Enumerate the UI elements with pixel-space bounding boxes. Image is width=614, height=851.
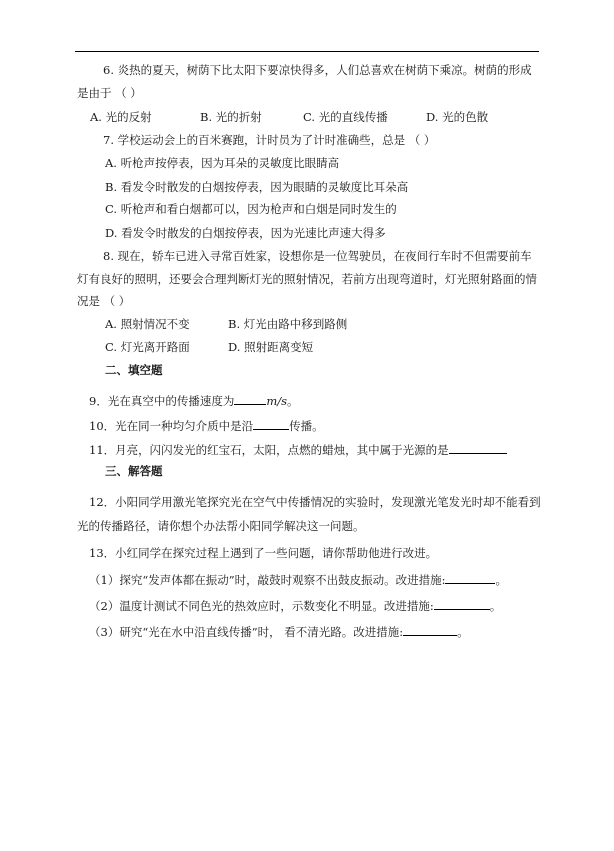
q10-end: 传播。 xyxy=(289,419,324,433)
q13-item-2 xyxy=(89,597,501,614)
q8-stem-line1: 8. 现在，轿车已进入寻常百姓家，设想你是一位驾驶员，在夜间行车时不但需要前车 xyxy=(103,249,532,263)
q13-item-1 xyxy=(89,571,507,588)
q8-stem-line3: 况是 （ ） xyxy=(77,294,131,308)
q13-item-1-text: （1）探究“发声体都在振动”时，敲鼓时观察不出鼓皮振动。改进措施: xyxy=(89,573,446,587)
q10-text: 10．光在同一种均匀介质中是沿 xyxy=(89,419,254,433)
q6-option-c: C. 光的直线传播 xyxy=(303,110,388,124)
q12-line2: 光的传播路径，请你想个办法帮小阳同学解决这一问题。 xyxy=(77,519,365,533)
q8-option-b: B. 灯光由路中移到路侧 xyxy=(228,317,348,331)
header-rule xyxy=(75,51,539,52)
q6-option-d: D. 光的色散 xyxy=(426,110,489,124)
q13-item-2-text: （2）温度计测试不同色光的热效应时，示数变化不明显。改进措施: xyxy=(89,599,434,613)
q13-item-1-blank xyxy=(445,571,495,584)
q7-stem: 7. 学校运动会上的百米赛跑，计时员为了计时准确些，总是 （ ） xyxy=(103,133,436,147)
q6-option-b: B. 光的折射 xyxy=(200,110,262,124)
section-answer-title: 三、解答题 xyxy=(105,464,163,478)
q10 xyxy=(89,417,324,434)
q8-options-row1 xyxy=(105,316,347,332)
q11-answer-blank xyxy=(449,441,507,454)
q8-option-c: C. 灯光离开路面 xyxy=(105,340,190,354)
q11 xyxy=(89,441,507,458)
q6-stem-line2: 是由于 （ ） xyxy=(77,86,142,100)
q6-option-a: A. 光的反射 xyxy=(90,110,152,124)
section-fill-in-title: 二、填空题 xyxy=(105,363,163,377)
q9 xyxy=(89,392,299,409)
q13-item-3-blank xyxy=(403,623,457,636)
q7-option-c: C. 听枪声和看白烟都可以，因为枪声和白烟是同时发生的 xyxy=(105,202,397,216)
q13-stem: 13．小红同学在探究过程上遇到了一些问题，请你帮助他进行改进。 xyxy=(89,546,438,560)
q13-item-2-blank xyxy=(434,597,490,610)
q8-option-d: D. 照射距离变短 xyxy=(228,340,314,354)
q13-item-3-end: 。 xyxy=(457,625,469,639)
q8-options-row2 xyxy=(105,339,313,355)
q13-item-3-text: （3）研究“光在水中沿直线传播”时， 看不清光路。改进措施: xyxy=(89,625,404,639)
q9-text: 9．光在真空中的传播速度为 xyxy=(89,394,235,408)
q9-end: 。 xyxy=(287,394,299,408)
q6-options xyxy=(90,109,488,125)
q10-answer-blank xyxy=(253,417,289,430)
q8-stem-line2: 灯有良好的照明，还要会合理判断灯光的照射情况，若前方出现弯道时，灯光照射路面的情 xyxy=(77,272,537,286)
q13-item-1-end: 。 xyxy=(495,573,507,587)
q12-line1: 12．小阳同学用激光笔探究光在空气中传播情况的实验时，发现激光笔发光时却不能看到 xyxy=(89,495,541,509)
q11-text: 11．月亮，闪闪发光的红宝石，太阳，点燃的蜡烛，其中属于光源的是 xyxy=(89,443,449,457)
q7-option-a: A. 听枪声按停表，因为耳朵的灵敏度比眼睛高 xyxy=(105,156,340,170)
q7-option-b: B. 看发令时散发的白烟按停表，因为眼睛的灵敏度比耳朵高 xyxy=(105,180,409,194)
q9-answer-blank xyxy=(234,392,266,405)
q6-stem-line1: 6. 炎热的夏天，树荫下比太阳下要凉快得多，人们总喜欢在树荫下乘凉。树荫的形成 xyxy=(103,63,532,77)
q13-item-2-end: 。 xyxy=(489,599,502,613)
q8-option-a: A. 照射情况不变 xyxy=(105,317,190,331)
q13-item-3 xyxy=(89,623,469,640)
q7-option-d: D. 看发令时散发的白烟按停表，因为光速比声速大得多 xyxy=(105,226,386,240)
q9-unit: m/s xyxy=(266,394,288,408)
